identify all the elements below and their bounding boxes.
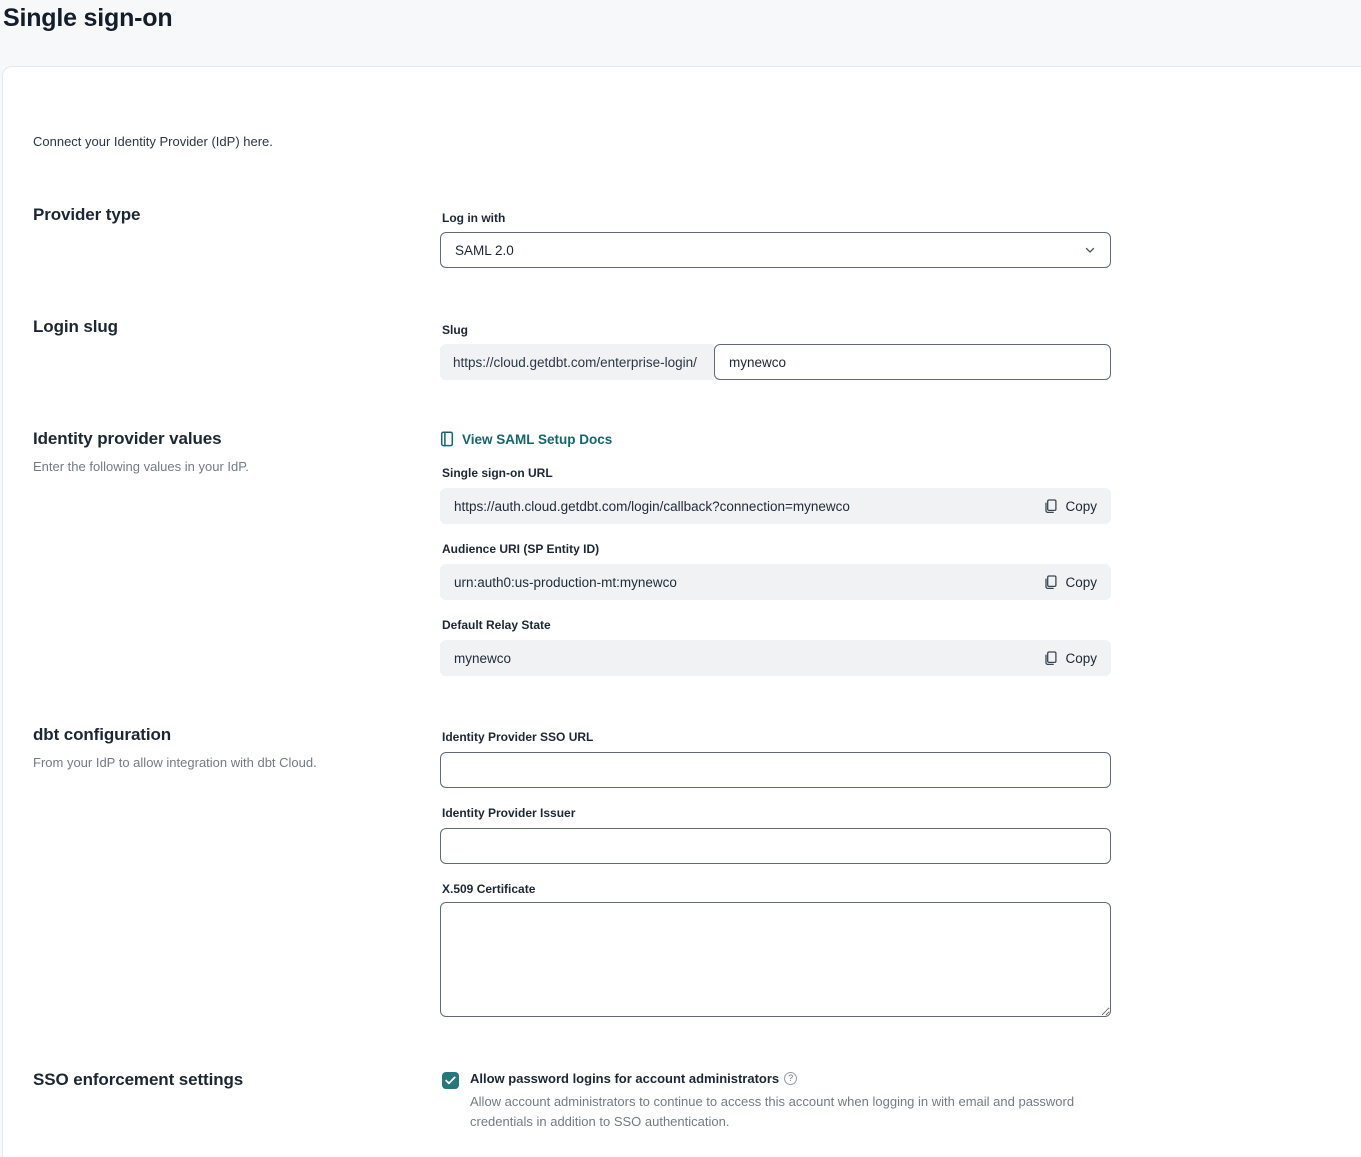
section-heading-idp-values: Identity provider values (33, 429, 222, 448)
password-logins-checkbox[interactable] (442, 1072, 459, 1089)
sso-url-field (440, 488, 1111, 524)
copy-audience-uri-button[interactable] (1044, 575, 1097, 590)
settings-card (2, 66, 1361, 1157)
relay-state-label: Default Relay State (442, 618, 551, 632)
section-heading-sso-enforcement: SSO enforcement settings (33, 1070, 244, 1089)
slug-input[interactable] (714, 344, 1111, 380)
password-logins-label (470, 1071, 797, 1086)
checkmark-icon (445, 1076, 456, 1085)
page-title: Single sign-on (3, 4, 173, 32)
idp-issuer-label: Identity Provider Issuer (442, 806, 576, 820)
slug-prefix: https://cloud.getdbt.com/enterprise-login/ (440, 344, 714, 380)
password-logins-label-text: Allow password logins for account administrators (470, 1071, 780, 1086)
copy-button-label: Copy (1065, 574, 1097, 590)
slug-label: Slug (442, 323, 468, 337)
relay-state-value: mynewco (454, 650, 512, 666)
chevron-down-icon (1084, 244, 1096, 256)
idp-sso-url-input[interactable] (440, 752, 1111, 788)
slug-field-group (440, 344, 1111, 380)
audience-uri-value: urn:auth0:us-production-mt:mynewco (454, 574, 677, 590)
copy-relay-state-button[interactable] (1044, 651, 1097, 666)
audience-uri-field (440, 564, 1111, 600)
relay-state-field (440, 640, 1111, 676)
book-icon (440, 431, 454, 447)
view-saml-setup-docs-link[interactable] (440, 431, 612, 447)
copy-button-label: Copy (1065, 650, 1097, 666)
copy-sso-url-button[interactable] (1044, 499, 1097, 514)
intro-text: Connect your Identity Provider (IdP) here. (33, 134, 273, 149)
docs-link-label: View SAML Setup Docs (462, 431, 613, 447)
provider-type-selected-value: SAML 2.0 (455, 242, 514, 258)
dbt-configuration-subheading: From your IdP to allow integration with dbt Cloud. (33, 755, 317, 770)
password-logins-description: Allow account administrators to continue to access this account when logging in with email and password credentials in addition to SSO authentication. (470, 1094, 1075, 1129)
section-heading-login-slug: Login slug (33, 317, 118, 336)
copy-icon (1044, 499, 1058, 514)
help-circle-icon[interactable]: ? (784, 1072, 797, 1085)
copy-icon (1044, 651, 1058, 666)
section-heading-provider-type: Provider type (33, 205, 141, 224)
copy-button-label: Copy (1065, 498, 1097, 514)
provider-type-select[interactable] (440, 232, 1111, 268)
audience-uri-label: Audience URI (SP Entity ID) (442, 542, 600, 556)
sso-url-label: Single sign-on URL (442, 466, 553, 480)
section-heading-dbt-configuration: dbt configuration (33, 725, 172, 744)
sso-url-value: https://auth.cloud.getdbt.com/login/callback?connection=mynewco (454, 498, 850, 514)
x509-certificate-textarea[interactable] (440, 902, 1111, 1017)
idp-values-subheading: Enter the following values in your IdP. (33, 459, 249, 474)
password-logins-checkbox-row (442, 1071, 797, 1089)
copy-icon (1044, 575, 1058, 590)
x509-certificate-label: X.509 Certificate (442, 882, 536, 896)
idp-issuer-input[interactable] (440, 828, 1111, 864)
login-with-label: Log in with (442, 211, 506, 225)
idp-sso-url-label: Identity Provider SSO URL (442, 730, 594, 744)
